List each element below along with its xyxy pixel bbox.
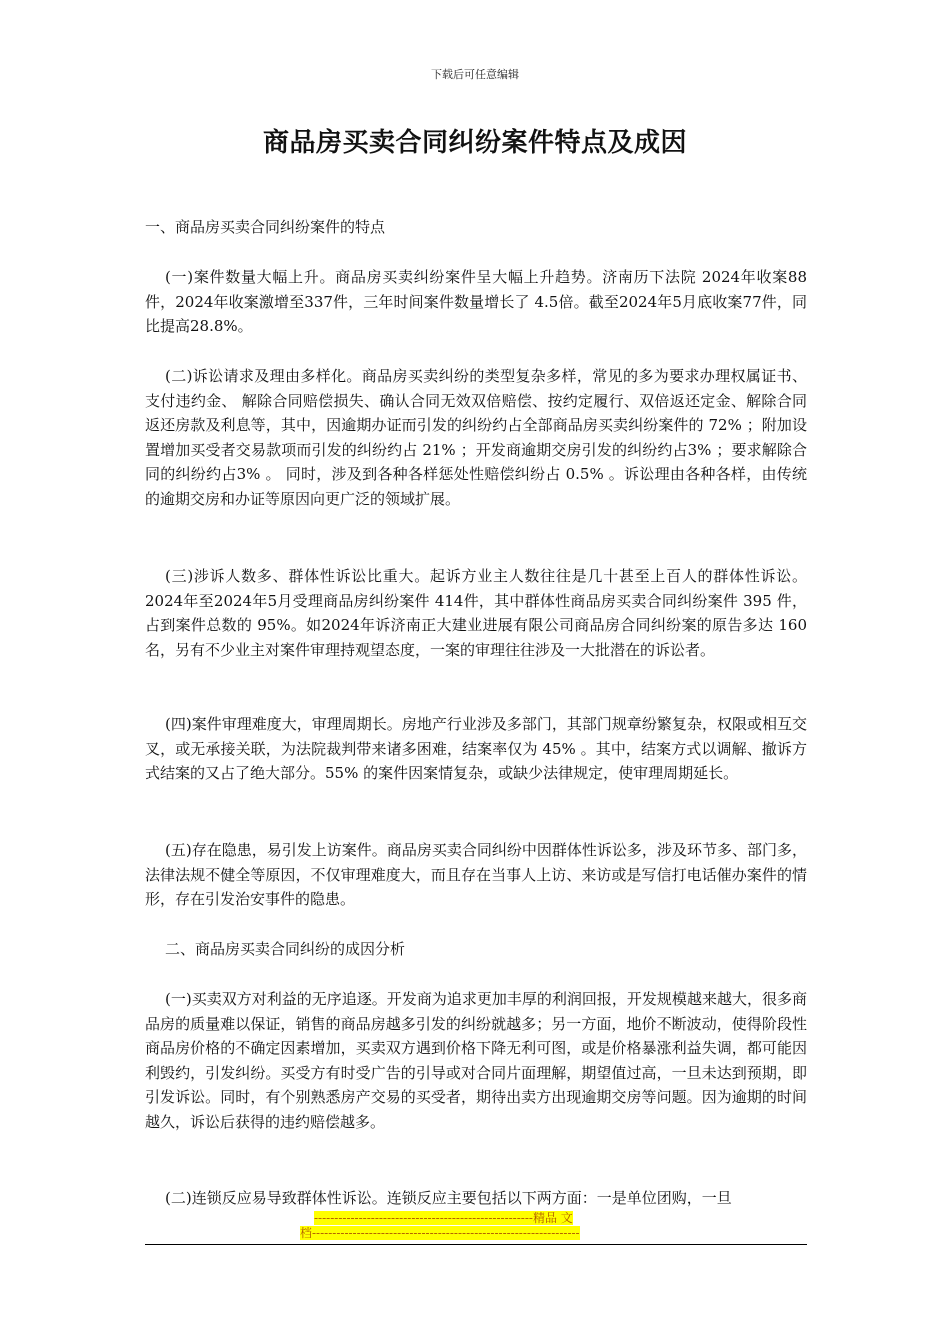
paragraph-hidden-risks: (五)存在隐患，易引发上访案件。商品房买卖合同纠纷中因群体性诉讼多，涉及环节多、部门多，法律法规不健全等原因，不仅审理难度大，而且存在当事人上访、来访或是写信打电话催办案件的情形，存在引发治安事件的隐患。	[145, 841, 807, 909]
footer-banner-line1: ------------------------------------------------------精品 文	[314, 1211, 573, 1225]
section-heading-characteristics: 一、商品房买卖合同纠纷案件的特点	[145, 218, 386, 236]
section-heading-causes: 二、商品房买卖合同纠纷的成因分析	[165, 940, 406, 958]
page-header: 下载后可任意编辑	[431, 68, 519, 81]
paragraph-case-volume: (一)案件数量大幅上升。商品房买卖纠纷案件呈大幅上升趋势。济南历下法院 2024年收案88件，2024年收案激增至337件，三年时间案件数量增长了 4.5倍。截至2024年5月底收案77件，同比提高28.8%。	[145, 268, 807, 336]
paragraph-chain-reaction: (二)连锁反应易导致群体性诉讼。连锁反应主要包括以下两方面：一是单位团购，一旦	[165, 1189, 732, 1207]
document-title: 商品房买卖合同纠纷案件特点及成因	[262, 128, 687, 158]
footer-banner	[300, 1211, 660, 1241]
paragraph-trial-difficulty: (四)案件审理难度大，审理周期长。房地产行业涉及多部门，其部门规章纷繁复杂，权限或相互交叉，或无承接关联，为法院裁判带来诸多困难，结案率仅为 45% 。其中，结案方式以调解、撤诉方式结案的又占了绝大部分。55% 的案件因案情复杂，或缺少法律规定，使审理周期延长。	[145, 715, 807, 783]
paragraph-group-litigation: (三)涉诉人数多、群体性诉讼比重大。起诉方业主人数往往是几十甚至上百人的群体性诉讼。2024年至2024年5月受理商品房纠纷案件 414件，其中群体性商品房买卖合同纠纷案件 395 件，占到案件总数的 95%。如2024年诉济南正大建业进展有限公司商品房合同纠纷案的原告多达 160 名，另有不少业主对案件审理持观望态度，一案的审理往往涉及一大批潜在的诉讼者。	[145, 567, 807, 659]
footer-divider	[145, 1244, 807, 1245]
footer-banner-line2: 档------------------------------------------------------------------	[300, 1226, 580, 1240]
paragraph-claim-diversity: (二)诉讼请求及理由多样化。商品房买卖纠纷的类型复杂多样，常见的多为要求办理权属证书、 支付违约金、 解除合同赔偿损失、确认合同无效双倍赔偿、按约定履行、双倍返还定金、解除合同返还房款及利息等，其中，因逾期办证而引发的纠纷约占全部商品房买卖纠纷案件的 72% ；附加设置增加买受者交易款项而引发的纠纷约占 21% ；开发商逾期交房引发的纠纷约占3% ；要求解除合同的纠纷约占3% 。 同时，涉及到各种各样惩处性赔偿纠纷占 0.5% 。诉讼理由各种各样，由传统的逾期交房和办证等原因向更广泛的领域扩展。	[145, 367, 807, 508]
paragraph-profit-pursuit: (一)买卖双方对利益的无序追逐。开发商为追求更加丰厚的利润回报，开发规模越来越大，很多商品房的质量难以保证，销售的商品房越多引发的纠纷就越多；另一方面，地价不断波动，使得阶段性商品房价格的不确定因素增加，买卖双方遇到价格下降无利可图，或是价格暴涨利益失调，都可能因利毁约，引发纠纷。买受方有时受广告的引导或对合同片面理解，期望值过高，一旦未达到预期，即引发诉讼。同时，有个别熟悉房产交易的买受者，期待出卖方出现逾期交房等问题。因为逾期的时间越久，诉讼后获得的违约赔偿越多。	[145, 990, 807, 1131]
